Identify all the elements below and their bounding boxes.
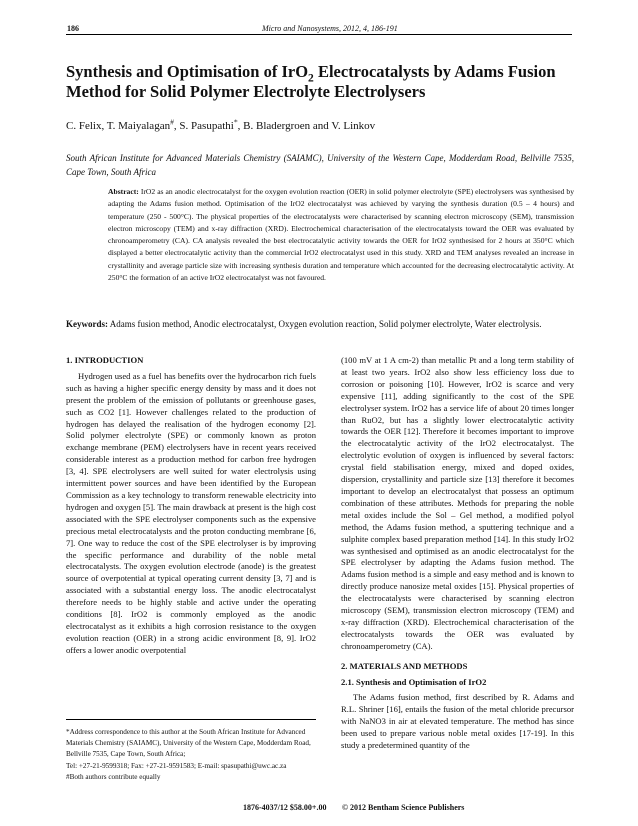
keywords <box>66 317 574 331</box>
abstract-text: IrO2 as an anodic electrocatalyst for the oxygen evolution reaction (OER) in solid polymer electrolyte (SPE) electrolysers was synthesised by adapting the Adams fusion method. Optimisation of the IrO2 electrocatalyst was achieved by varying the synthesis duration (0.5 – 4 hours) and temperature (250 - 500°C). The physical properties of the electrocatalysts were characterised by scanning electron microscopy (SEM), transmission electron microscopy (TEM) and x-ray diffraction (XRD). Electrochemical characterisation of the electrocatalysts toward the OER was evaluated by chronoamperometry (CA). CA analysis revealed the best electrocatalytic activity towards the OER for IrO2 synthesised for 2 hours at 350°C which displayed a better electrocatalytic activity than the commercial IrO2 electrocatalyst used in this study. XRD and TEM analyses revealed an increase in crystallinity and average particle size with increasing synthesis duration and temperature which accounted for the decreasing electrocatalytic activity. At 250°C the formation of an active IrO2 electrocatalyst was not favoured. <box>108 187 574 283</box>
author-3: , B. Bladergroen and V. Linkov <box>237 120 376 132</box>
title-part2: Electrocatalysts by Adams Fusion Method for Solid Polymer Electrolyte Electrolysers <box>66 62 556 101</box>
correspondence-footnote <box>66 727 320 783</box>
journal-citation: Micro and Nanosystems, 2012, 4, 186-191 <box>262 24 398 33</box>
section-heading-materials-methods: 2. MATERIALS AND METHODS <box>341 660 468 671</box>
author-1-mark: # <box>170 117 174 127</box>
affiliation: South African Institute for Advanced Materials Chemistry (SAIAMC), University of the Western Cape, Modderdam Road, Bellville 7535, Cape Town, South Africa <box>66 153 574 177</box>
right-column <box>341 355 574 752</box>
abstract-label: Abstract: <box>108 187 139 196</box>
keywords-text: Adams fusion method, Anodic electrocatalyst, Oxygen evolution reaction, Solid polymer electrolyte, Water electrolysis. <box>109 319 542 329</box>
title-part1: Synthesis and Optimisation of IrO <box>66 62 309 81</box>
header-rule <box>66 34 572 35</box>
author-list <box>66 117 376 132</box>
keywords-label: Keywords: <box>66 319 108 329</box>
copyright: © 2012 Bentham Science Publishers <box>342 803 465 812</box>
title-subscript: 2 <box>308 72 314 85</box>
author-2-mark: * <box>233 117 238 127</box>
section-heading-introduction: 1. INTRODUCTION <box>66 355 144 365</box>
article-title <box>66 62 574 102</box>
footnote-address: *Address correspondence to this author at the South African Institute for Advanced Materials Chemistry (SAIAMC), University of the Western Cape, Modderdam Road, Bellville 7535, Cape Town, South Africa; <box>66 728 311 759</box>
footnote-contact: Tel: +27-21-9599318; Fax: +27-21-9591583; E-mail: spasupathi@uwc.ac.za <box>66 761 287 770</box>
issn-price: 1876-4037/12 $58.00+.00 <box>243 803 327 812</box>
synthesis-paragraph: The Adams fusion method, first described by R. Adams and R.L. Shriner [16], entails the fusion of the metal chloride precursor with NaNO3 in air at elevated temperature. The method has since been used to prepare various noble metal oxides [17-19]. In this study a predetermined quantity of the <box>341 692 574 751</box>
footnote-equal-contribution: #Both authors contribute equally <box>66 772 161 781</box>
page-number: 186 <box>67 24 79 33</box>
author-2: , S. Pasupathi <box>173 120 234 132</box>
left-column <box>66 355 316 657</box>
author-1: C. Felix, T. Maiyalagan <box>66 120 171 132</box>
abstract <box>108 186 574 284</box>
introduction-continued-paragraph: (100 mV at 1 A cm-2) than metallic Pt and a long term stability of at least two years. IrO2 also show less efficiency loss due to corrosion or poisoning [10]. However, IrO2 is scarce and very expensive [11], adding significantly to the cost of the SPE electrolyser system. IrO2 has a service life of about 20 times longer than RuO2, but has a slightly lower electrocatalytic activity towards the OER [12]. Therefore it becomes important to improve the electrocatalytic activity of the IrO2 electrocatalyst. The electrolytic evolution of oxygen is influenced by several factors: crystal field stabilisation energy, mixed and doped oxides, dispersion, crystallinity and particle size [13] therefore it becomes important to develop an electrocatalyst that possess an optimum combination of these attributes. Methods for preparing the noble metal oxides include the Sol – Gel method, a modified polyol method, the Adams fusion method, a sputtering technique and a sulphite complex based preparation method [14]. In this study IrO2 was synthesised and optimised as an anodic electrocatalyst for the SPE electrolyser by adapting the Adams fusion method. The Adams fusion method is a simple and easy method and is known to directly produce nanosize metal oxides [15]. Physical properties of the electrocatalysts were characterised by scanning electron microscopy (SEM), transmission electron microscopy (TEM) and x-ray diffraction (XRD). Electrochemical characterisation of the electrocatalysts towards the OER was evaluated by chronoamperometry (CA). <box>341 355 574 651</box>
introduction-paragraph: Hydrogen used as a fuel has benefits over the hydrocarbon rich fuels such as having a higher specific energy density by mass and it does not present the problem of the emission of pollutants or greenhouse gases, such as CO2 [1]. However challenges related to the production of hydrogen has delayed the realisation of the hydrogen economy [2]. Solid polymer electrolyte (SPE) or commonly known as proton exchange membrane (PEM) electrolysers have in recent years received considerable interest as a production method for carbon free hydrogen [3, 4]. SPE electrolysers are well suited for water electrolysis using intermittent power sources and have been identified by the European Commission as a key technology to transform renewable electricity into hydrogen and oxygen [5]. The main drawback at present is the high cost associated with the SPE electrolyser components such as the expensive precious metal electrocatalysts and the proton conducting membrane [6, 7]. One way to reduce the cost of the SPE electrolyser is by improving the specific performance and durability of the noble metal electrocatalysts. The oxygen evolution electrode (anode) is the greatest source of overpotential at typical operating current density [3, 7] and is associated with a substantial energy loss. The anodic electrocatalyst therefore needs to be highly stable and active under the operating conditions [8]. IrO2 is commonly employed as the anodic electrocatalyst as it exhibits a high corrosion resistance to the oxygen evolution reaction (OER) in a strong acidic environment [8, 9]. IrO2 offers a lower anodic overpotential <box>66 370 316 655</box>
footnote-rule <box>66 719 316 720</box>
subsection-heading-synthesis: 2.1. Synthesis and Optimisation of IrO2 <box>341 676 487 687</box>
